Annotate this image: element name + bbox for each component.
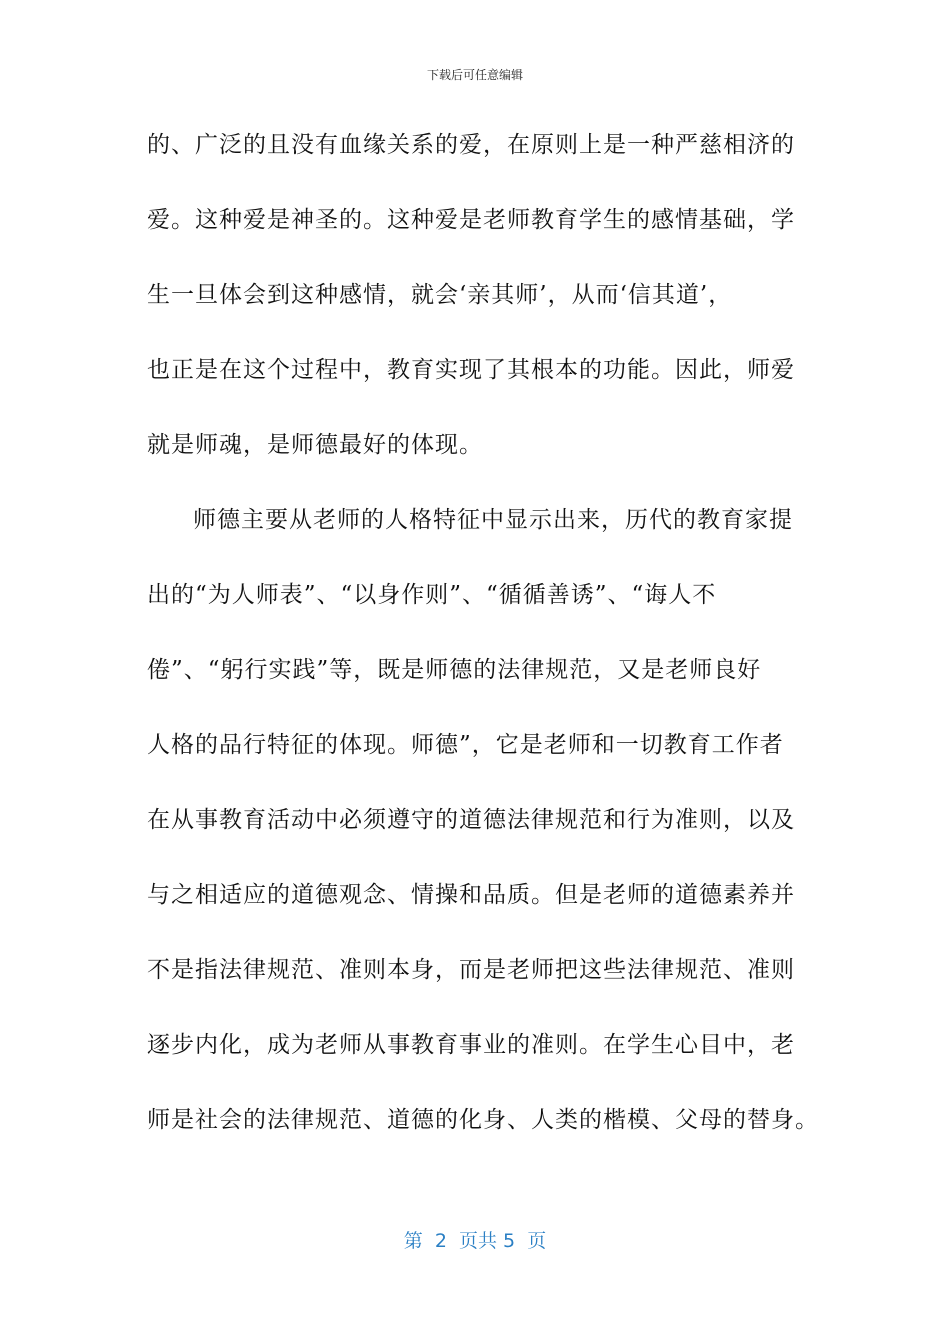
document-body	[147, 122, 819, 1172]
page-header: 下载后可任意编辑	[426, 68, 523, 82]
text-line: 与之相适应的道德观念、情操和品质。但是老师的道德素养并	[147, 882, 795, 908]
text-line: 的、广泛的且没有血缘关系的爱，在原则上是一种严慈相济的	[147, 132, 795, 158]
page-number: 第 2 页共 5 页	[403, 1230, 547, 1252]
text-line: 爱。这种爱是神圣的。这种爱是老师教育学生的感情基础，学	[147, 207, 795, 233]
text-line: 出的“为人师表”、“以身作则”、“循循善诱”、“诲人不	[147, 582, 717, 608]
text-line: 不是指法律规范、准则本身，而是老师把这些法律规范、准则	[147, 957, 795, 983]
text-line: 在从事教育活动中必须遵守的道德法律规范和行为准则，以及	[147, 807, 795, 833]
text-line: 也正是在这个过程中，教育实现了其根本的功能。因此，师爱	[147, 357, 795, 383]
text-line: 人格的品行特征的体现。师德”，它是老师和一切教育工作者	[147, 732, 784, 758]
text-line: 生一旦体会到这种感情，就会‘亲其师’，从而‘信其道’，	[147, 282, 733, 308]
text-line: 倦”、“躬行实践”等，既是师德的法律规范，又是老师良好	[147, 657, 762, 683]
text-line: 就是师魂，是师德最好的体现。	[147, 432, 483, 458]
text-line: 师德主要从老师的人格特征中显示出来，历代的教育家提	[193, 507, 793, 533]
text-line: 师是社会的法律规范、道德的化身、人类的楷模、父母的替身。	[147, 1107, 819, 1133]
text-line: 逐步内化，成为老师从事教育事业的准则。在学生心目中，老	[147, 1032, 795, 1058]
